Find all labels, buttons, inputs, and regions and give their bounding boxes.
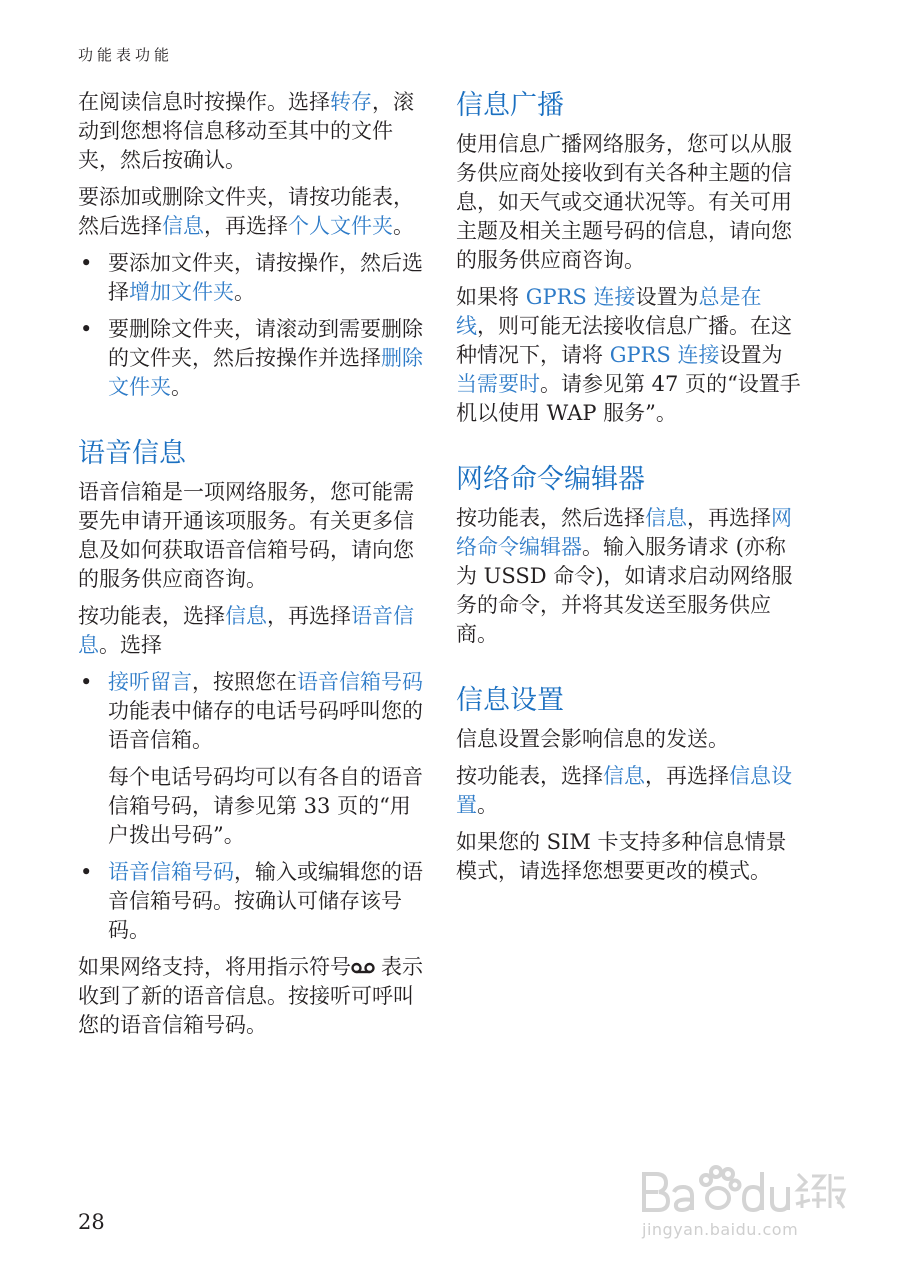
bullet-icon: • [80, 317, 93, 341]
paragraph-settings-menu: 按功能表，选择信息，再选择信息设置。 [456, 764, 792, 817]
paragraph-broadcast-intro: 使用信息广播网络服务，您可以从服务供应商处接收到有关各种主题的信息，如天气或交通状况等。有关可用主题及相关主题号码的信息，请向您的服务供应商咨询。 [456, 132, 792, 272]
page-number: 28 [78, 1210, 105, 1234]
folder-bullet-list [78, 249, 423, 402]
heading-service-commands: 网络命令编辑器 [456, 464, 645, 495]
list-item: • 语音信箱号码，输入或编辑您的语音信箱号码。按确认可储存该号码。 [80, 860, 423, 942]
running-head: 功能表功能 [78, 46, 174, 64]
list-item: • 要删除文件夹，请滚动到需要删除的文件夹，然后按操作并选择删除文件夹。 [80, 317, 423, 399]
paragraph-sim-profiles: 如果您的 SIM 卡支持多种信息情景模式，请选择您想要更改的模式。 [456, 830, 787, 883]
heading-voice-messages: 语音信息 [78, 438, 186, 469]
left-column [78, 88, 423, 1048]
list-item: • 要添加文件夹，请按操作，然后选择增加文件夹。 [80, 251, 423, 304]
list-item-note: 每个电话号码均可以有各自的语音信箱号码，请参见第 33 页的“用户拨出号码”。 [108, 765, 423, 847]
paragraph-voice-indicator: 如果网络支持，将用指示符号 表示收到了新的语音信息。按接听可呼叫您的语音信箱号码。 [78, 955, 423, 1037]
paragraph-voice-menu: 按功能表，选择信息，再选择语音信息。选择 [78, 604, 414, 657]
bullet-icon: • [80, 860, 93, 884]
right-column [456, 88, 801, 894]
paragraph-service-commands: 按功能表，然后选择信息，再选择网络命令编辑器。输入服务请求 (亦称为 USSD 命令)，如请求启动网络服务的命令，并将其发送至服务供应商。 [456, 506, 793, 646]
heading-message-settings: 信息设置 [456, 685, 564, 716]
bullet-icon: • [80, 670, 93, 694]
baidu-watermark [638, 1140, 848, 1255]
voicemail-icon [351, 961, 375, 975]
paragraph-folders: 要添加或删除文件夹，请按功能表，然后选择信息，再选择个人文件夹。 [78, 185, 414, 238]
paragraph-settings-intro: 信息设置会影响信息的发送。 [456, 727, 729, 751]
bullet-icon: • [80, 251, 93, 275]
heading-cell-broadcast: 信息广播 [456, 90, 564, 121]
list-item: • 接听留言，按照您在语音信箱号码功能表中储存的电话号码呼叫您的语音信箱。 [80, 670, 423, 752]
paragraph-gprs-note: 如果将 GPRS 连接设置为总是在线，则可能无法接收信息广播。在这种情况下，请将 GPRS 连接设置为当需要时。请参见第 47 页的“设置手机以使用 WAP 服务”。 [456, 285, 801, 425]
paragraph-voice-intro: 语音信箱是一项网络服务，您可能需要先申请开通该项服务。有关更多信息及如何获取语音信箱号码，请向您的服务供应商咨询。 [78, 480, 414, 591]
watermark-url: jingyan.baidu.com [642, 1220, 799, 1239]
baidu-paw-logo-icon [638, 1152, 848, 1222]
voice-bullet-list [78, 668, 423, 945]
paragraph-move-message: 在阅读信息时按操作。选择转存，滚动到您想将信息移动至其中的文件夹，然后按确认。 [78, 90, 414, 172]
